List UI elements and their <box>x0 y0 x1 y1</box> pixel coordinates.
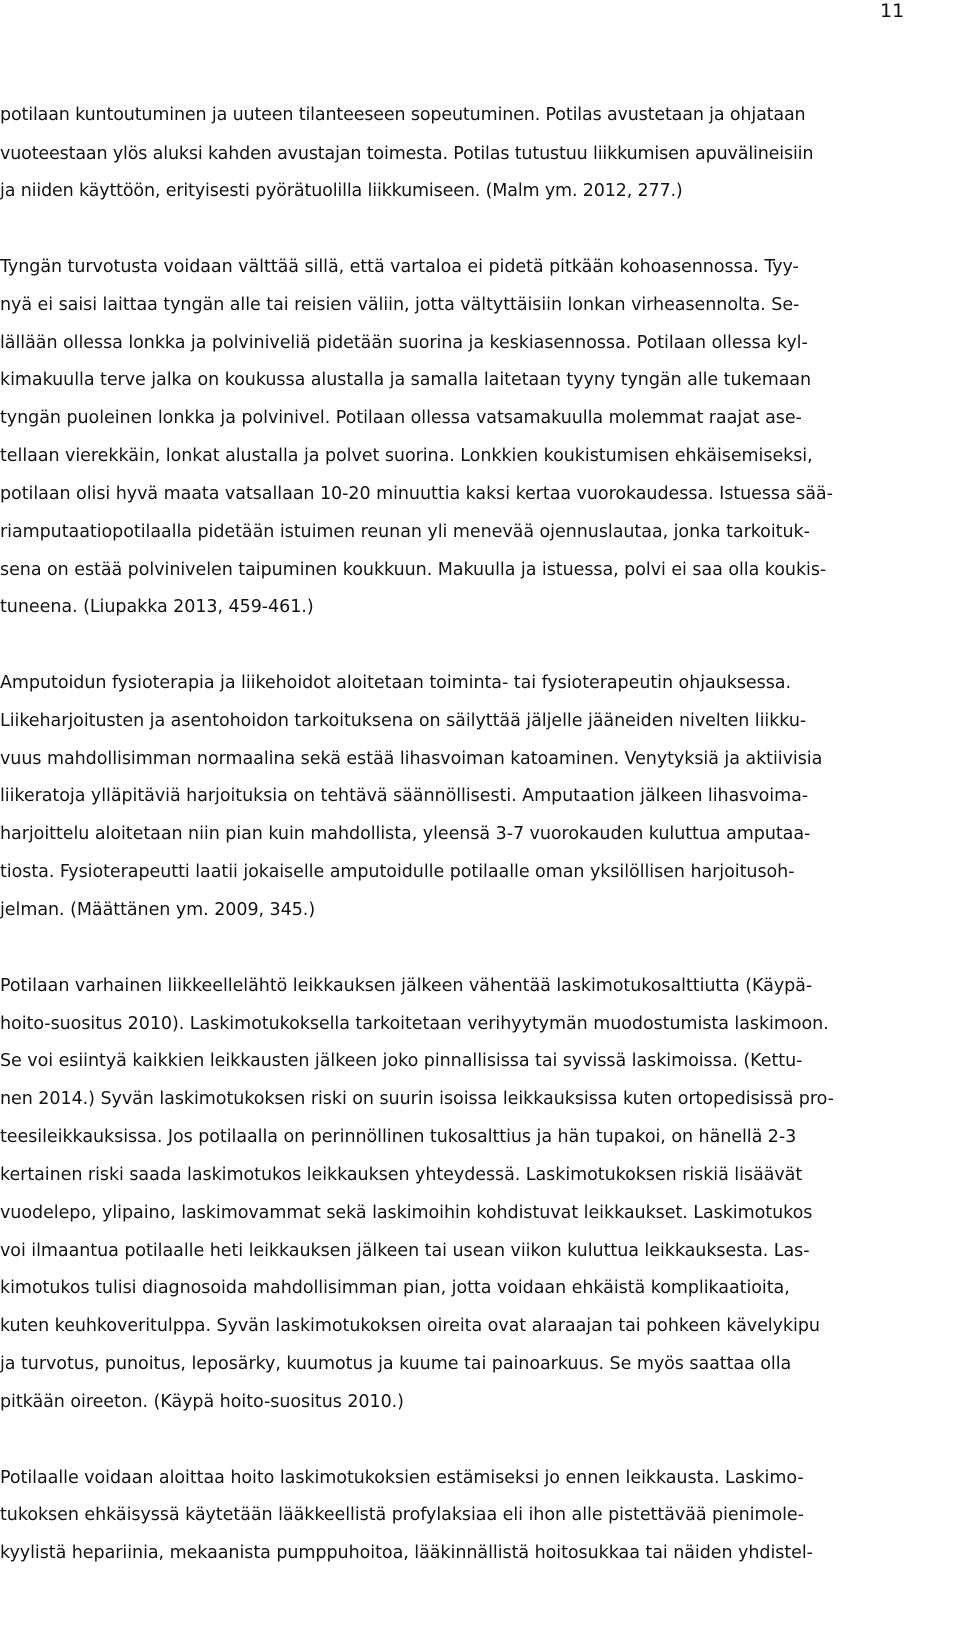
text-line: kyylistä hepariinia, mekaanista pumppuhoitoa, lääkinnällistä hoitosukkaa tai näiden yhdistel- <box>0 1543 813 1563</box>
text-line: kuten keuhkoveritulppa. Syvän laskimotukoksen oireita ovat alaraajan tai pohkeen kävelykipu <box>0 1316 820 1336</box>
text-line: Tyngän turvotusta voidaan välttää sillä, että vartaloa ei pidetä pitkään kohoasennossa. Tyy- <box>0 257 799 277</box>
text-line: tellaan vierekkäin, lonkat alustalla ja polvet suorina. Lonkkien koukistumisen ehkäisemiseksi, <box>0 446 813 466</box>
text-line: nen 2014.) Syvän laskimotukoksen riski on suurin isoissa leikkauksissa kuten ortopedisissä pro- <box>0 1089 834 1109</box>
text-line: kimotukos tulisi diagnosoida mahdollisimman pian, jotta voidaan ehkäistä komplikaatioita, <box>0 1278 790 1298</box>
text-line: potilaan olisi hyvä maata vatsallaan 10-20 minuuttia kaksi kertaa vuorokaudessa. Istuessa sää- <box>0 484 833 504</box>
text-line: kimakuulla terve jalka on koukussa alustalla ja samalla laitetaan tyyny tyngän alle tukemaan <box>0 370 812 390</box>
text-line: vuodelepo, ylipaino, laskimovammat sekä laskimoihin kohdistuvat leikkaukset. Laskimotukos <box>0 1203 813 1223</box>
text-line: jelman. (Määttänen ym. 2009, 345.) <box>0 900 316 920</box>
text-line: lällään ollessa lonkka ja polviniveliä pidetään suorina ja keskiasennossa. Potilaan ollessa kyl- <box>0 333 808 353</box>
text-line: tuneena. (Liupakka 2013, 459-461.) <box>0 597 314 617</box>
text-line: nyä ei saisi laittaa tyngän alle tai reisien väliin, jotta vältyttäisiin lonkan virheasennolta. Se- <box>0 295 800 315</box>
text-line: Potilaalle voidaan aloittaa hoito laskimotukoksien estämiseksi jo ennen leikkausta. Laskimo- <box>0 1468 804 1488</box>
text-line: tukoksen ehkäisyssä käytetään lääkkeellistä profylaksiaa eli ihon alle pistettävää pienimole- <box>0 1505 804 1525</box>
text-line: voi ilmaantua potilaalle heti leikkauksen jälkeen tai usean viikon kuluttua leikkauksesta. Las- <box>0 1241 810 1261</box>
text-line: vuus mahdollisimman normaalina sekä estää lihasvoiman katoaminen. Venytyksiä ja aktiivisia <box>0 749 823 769</box>
text-line: ja turvotus, punoitus, leposärky, kuumotus ja kuume tai painoarkuus. Se myös saattaa olla <box>0 1354 792 1374</box>
text-line: harjoittelu aloitetaan niin pian kuin mahdollista, yleensä 3-7 vuorokauden kuluttua amputaa- <box>0 824 811 844</box>
text-line: ja niiden käyttöön, erityisesti pyörätuolilla liikkumiseen. (Malm ym. 2012, 277.) <box>0 181 683 201</box>
text-line: Liikeharjoitusten ja asentohoidon tarkoituksena on säilyttää jäljelle jääneiden nivelten liikku- <box>0 711 807 731</box>
text-line: hoito-suositus 2010). Laskimotukoksella tarkoitetaan verihyytymän muodostumista laskimoon. <box>0 1014 829 1034</box>
text-line: sena on estää polvinivelen taipuminen koukkuun. Makuulla ja istuessa, polvi ei saa olla koukis- <box>0 560 827 580</box>
text-line: riamputaatiopotilaalla pidetään istuimen reunan yli menevää ojennuslautaa, jonka tarkoituk- <box>0 522 810 542</box>
text-line: Amputoidun fysioterapia ja liikehoidot aloitetaan toiminta- tai fysioterapeutin ohjauksessa. <box>0 673 791 693</box>
text-line: kertainen riski saada laskimotukos leikkauksen yhteydessä. Laskimotukoksen riskiä lisäävät <box>0 1165 803 1185</box>
text-line: potilaan kuntoutuminen ja uuteen tilanteeseen sopeutuminen. Potilas avustetaan ja ohjataan <box>0 105 806 125</box>
text-line: pitkään oireeton. (Käypä hoito-suositus 2010.) <box>0 1392 404 1412</box>
text-line: tiosta. Fysioterapeutti laatii jokaiselle amputoidulle potilaalle oman yksilöllisen harjoitusoh- <box>0 862 795 882</box>
text-line: teesileikkauksissa. Jos potilaalla on perinnöllinen tukosalttius ja hän tupakoi, on hänellä 2-3 <box>0 1127 797 1147</box>
text-line: Se voi esiintyä kaikkien leikkausten jälkeen joko pinnallisissa tai syvissä laskimoissa. (Kettu- <box>0 1051 803 1071</box>
page-number: 11 <box>880 0 905 22</box>
text-line: Potilaan varhainen liikkeellelähtö leikkauksen jälkeen vähentää laskimotukosalttiutta (Käypä- <box>0 976 813 996</box>
text-line: liikeratoja ylläpitäviä harjoituksia on tehtävä säännöllisesti. Amputaation jälkeen lihasvoima- <box>0 786 809 806</box>
text-line: vuoteestaan ylös aluksi kahden avustajan toimesta. Potilas tutustuu liikkumisen apuvälineisiin <box>0 144 814 164</box>
text-line: tyngän puoleinen lonkka ja polvinivel. Potilaan ollessa vatsamakuulla molemmat raajat ase- <box>0 408 802 428</box>
